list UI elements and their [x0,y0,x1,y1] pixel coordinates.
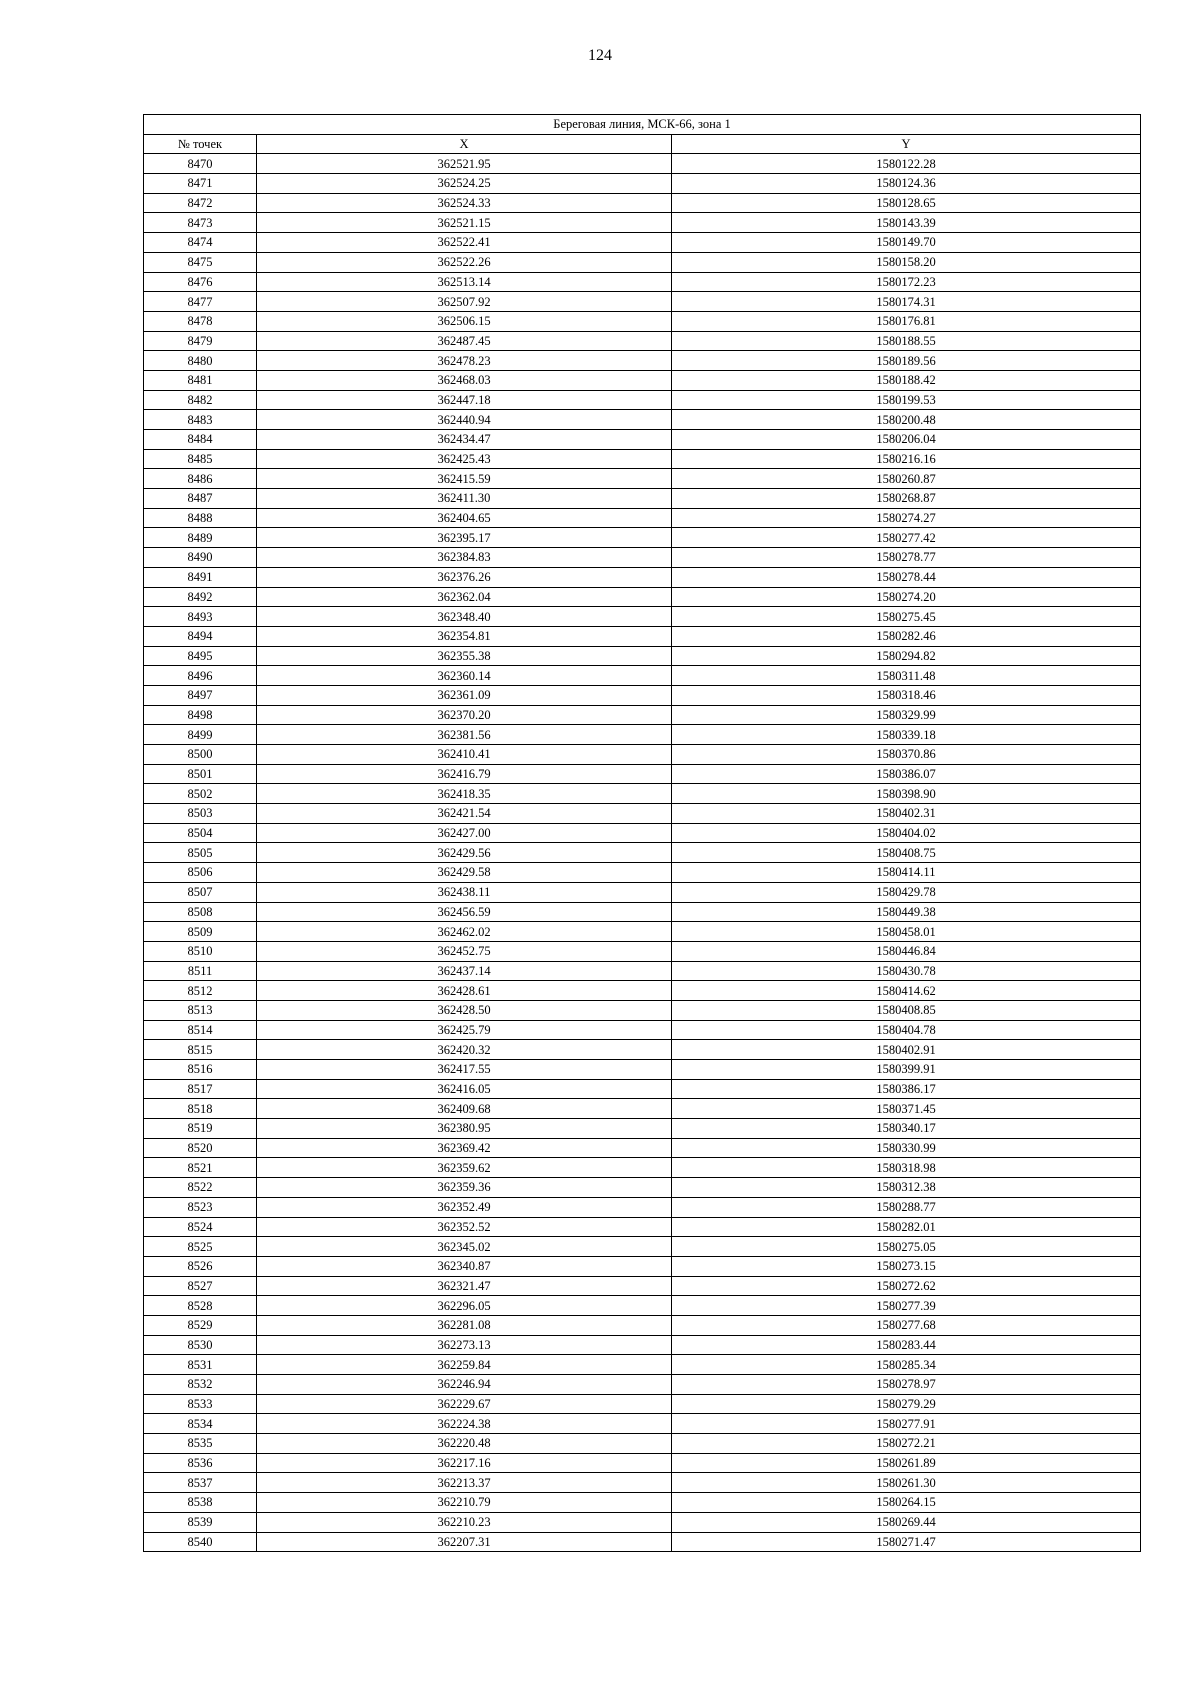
y-cell: 1580122.28 [672,154,1141,174]
point-number-cell: 8474 [144,233,257,253]
x-cell: 362440.94 [257,410,672,430]
point-number-cell: 8537 [144,1473,257,1493]
table-row [144,1099,1141,1119]
x-cell: 362438.11 [257,882,672,902]
coordinates-table [143,114,1141,1552]
point-number-cell: 8504 [144,823,257,843]
table-row [144,1256,1141,1276]
y-cell: 1580277.91 [672,1414,1141,1434]
x-cell: 362340.87 [257,1256,672,1276]
point-number-cell: 8517 [144,1079,257,1099]
y-cell: 1580408.85 [672,1000,1141,1020]
y-cell: 1580189.56 [672,351,1141,371]
x-cell: 362404.65 [257,508,672,528]
point-number-cell: 8479 [144,331,257,351]
x-cell: 362410.41 [257,745,672,765]
point-number-cell: 8531 [144,1355,257,1375]
table-row [144,449,1141,469]
x-cell: 362487.45 [257,331,672,351]
x-cell: 362447.18 [257,390,672,410]
x-cell: 362296.05 [257,1296,672,1316]
x-cell: 362452.75 [257,941,672,961]
y-cell: 1580272.62 [672,1276,1141,1296]
table-row [144,213,1141,233]
x-cell: 362359.62 [257,1158,672,1178]
y-cell: 1580174.31 [672,292,1141,312]
point-number-cell: 8510 [144,941,257,961]
point-number-cell: 8490 [144,548,257,568]
point-number-cell: 8535 [144,1434,257,1454]
x-cell: 362348.40 [257,607,672,627]
x-cell: 362417.55 [257,1060,672,1080]
x-cell: 362354.81 [257,626,672,646]
x-cell: 362369.42 [257,1138,672,1158]
y-cell: 1580216.16 [672,449,1141,469]
x-cell: 362524.33 [257,193,672,213]
y-cell: 1580275.05 [672,1237,1141,1257]
point-number-cell: 8528 [144,1296,257,1316]
point-number-cell: 8540 [144,1532,257,1552]
header-y: Y [672,134,1141,154]
x-cell: 362437.14 [257,961,672,981]
y-cell: 1580288.77 [672,1197,1141,1217]
point-number-cell: 8524 [144,1217,257,1237]
x-cell: 362355.38 [257,646,672,666]
point-number-cell: 8473 [144,213,257,233]
table-row [144,981,1141,1001]
table-row [144,1217,1141,1237]
table-row [144,1276,1141,1296]
x-cell: 362513.14 [257,272,672,292]
header-x: X [257,134,672,154]
x-cell: 362395.17 [257,528,672,548]
y-cell: 1580172.23 [672,272,1141,292]
point-number-cell: 8481 [144,370,257,390]
x-cell: 362425.79 [257,1020,672,1040]
table-row [144,469,1141,489]
y-cell: 1580277.39 [672,1296,1141,1316]
table-row [144,548,1141,568]
y-cell: 1580340.17 [672,1119,1141,1139]
table-row [144,1453,1141,1473]
point-number-cell: 8488 [144,508,257,528]
table-row [144,1394,1141,1414]
point-number-cell: 8520 [144,1138,257,1158]
x-cell: 362462.02 [257,922,672,942]
x-cell: 362420.32 [257,1040,672,1060]
table-row [144,1414,1141,1434]
x-cell: 362506.15 [257,311,672,331]
point-number-cell: 8472 [144,193,257,213]
y-cell: 1580261.89 [672,1453,1141,1473]
x-cell: 362207.31 [257,1532,672,1552]
point-number-cell: 8491 [144,567,257,587]
y-cell: 1580199.53 [672,390,1141,410]
table-header-row [144,134,1141,154]
y-cell: 1580274.20 [672,587,1141,607]
table-row [144,193,1141,213]
point-number-cell: 8539 [144,1512,257,1532]
point-number-cell: 8470 [144,154,257,174]
x-cell: 362416.79 [257,764,672,784]
y-cell: 1580278.77 [672,548,1141,568]
table-row [144,1178,1141,1198]
x-cell: 362224.38 [257,1414,672,1434]
y-cell: 1580275.45 [672,607,1141,627]
table-row [144,863,1141,883]
y-cell: 1580271.47 [672,1532,1141,1552]
point-number-cell: 8485 [144,449,257,469]
point-number-cell: 8483 [144,410,257,430]
table-row [144,430,1141,450]
y-cell: 1580386.07 [672,764,1141,784]
y-cell: 1580128.65 [672,193,1141,213]
point-number-cell: 8523 [144,1197,257,1217]
x-cell: 362411.30 [257,489,672,509]
table-row [144,764,1141,784]
point-number-cell: 8500 [144,745,257,765]
table-row [144,154,1141,174]
point-number-cell: 8471 [144,174,257,194]
point-number-cell: 8476 [144,272,257,292]
y-cell: 1580329.99 [672,705,1141,725]
point-number-cell: 8499 [144,725,257,745]
y-cell: 1580318.98 [672,1158,1141,1178]
x-cell: 362217.16 [257,1453,672,1473]
x-cell: 362456.59 [257,902,672,922]
table-row [144,666,1141,686]
point-number-cell: 8495 [144,646,257,666]
point-number-cell: 8525 [144,1237,257,1257]
page-number: 124 [588,47,612,64]
x-cell: 362359.36 [257,1178,672,1198]
x-cell: 362360.14 [257,666,672,686]
point-number-cell: 8522 [144,1178,257,1198]
table-row [144,1158,1141,1178]
y-cell: 1580402.91 [672,1040,1141,1060]
x-cell: 362418.35 [257,784,672,804]
point-number-cell: 8521 [144,1158,257,1178]
table-row [144,646,1141,666]
y-cell: 1580312.38 [672,1178,1141,1198]
y-cell: 1580274.27 [672,508,1141,528]
table-row [144,370,1141,390]
y-cell: 1580261.30 [672,1473,1141,1493]
table-row [144,311,1141,331]
x-cell: 362428.61 [257,981,672,1001]
y-cell: 1580279.29 [672,1394,1141,1414]
x-cell: 362521.95 [257,154,672,174]
header-point-number: № точек [144,134,257,154]
x-cell: 362380.95 [257,1119,672,1139]
table-row [144,1512,1141,1532]
point-number-cell: 8478 [144,311,257,331]
table-row [144,587,1141,607]
y-cell: 1580370.86 [672,745,1141,765]
y-cell: 1580200.48 [672,410,1141,430]
y-cell: 1580268.87 [672,489,1141,509]
x-cell: 362429.58 [257,863,672,883]
x-cell: 362522.26 [257,252,672,272]
y-cell: 1580176.81 [672,311,1141,331]
point-number-cell: 8527 [144,1276,257,1296]
y-cell: 1580277.68 [672,1315,1141,1335]
point-number-cell: 8526 [144,1256,257,1276]
table-row [144,1197,1141,1217]
point-number-cell: 8508 [144,902,257,922]
point-number-cell: 8513 [144,1000,257,1020]
point-number-cell: 8498 [144,705,257,725]
y-cell: 1580206.04 [672,430,1141,450]
table-row [144,941,1141,961]
point-number-cell: 8502 [144,784,257,804]
table-caption: Береговая линия, МСК-66, зона 1 [144,115,1141,135]
y-cell: 1580278.44 [672,567,1141,587]
x-cell: 362409.68 [257,1099,672,1119]
x-cell: 362220.48 [257,1434,672,1454]
y-cell: 1580414.62 [672,981,1141,1001]
x-cell: 362352.49 [257,1197,672,1217]
point-number-cell: 8505 [144,843,257,863]
y-cell: 1580273.15 [672,1256,1141,1276]
table-row [144,685,1141,705]
x-cell: 362416.05 [257,1079,672,1099]
x-cell: 362210.23 [257,1512,672,1532]
table-row [144,252,1141,272]
point-number-cell: 8496 [144,666,257,686]
table-row [144,961,1141,981]
point-number-cell: 8501 [144,764,257,784]
point-number-cell: 8519 [144,1119,257,1139]
y-cell: 1580449.38 [672,902,1141,922]
table-row [144,922,1141,942]
x-cell: 362524.25 [257,174,672,194]
x-cell: 362421.54 [257,804,672,824]
y-cell: 1580269.44 [672,1512,1141,1532]
point-number-cell: 8506 [144,863,257,883]
table-row [144,390,1141,410]
y-cell: 1580188.55 [672,331,1141,351]
y-cell: 1580158.20 [672,252,1141,272]
y-cell: 1580264.15 [672,1493,1141,1513]
x-cell: 362229.67 [257,1394,672,1414]
x-cell: 362384.83 [257,548,672,568]
y-cell: 1580458.01 [672,922,1141,942]
y-cell: 1580430.78 [672,961,1141,981]
point-number-cell: 8477 [144,292,257,312]
x-cell: 362210.79 [257,1493,672,1513]
point-number-cell: 8512 [144,981,257,1001]
y-cell: 1580404.78 [672,1020,1141,1040]
point-number-cell: 8509 [144,922,257,942]
y-cell: 1580282.01 [672,1217,1141,1237]
point-number-cell: 8515 [144,1040,257,1060]
point-number-cell: 8494 [144,626,257,646]
y-cell: 1580272.21 [672,1434,1141,1454]
point-number-cell: 8489 [144,528,257,548]
x-cell: 362522.41 [257,233,672,253]
y-cell: 1580408.75 [672,843,1141,863]
point-number-cell: 8530 [144,1335,257,1355]
x-cell: 362428.50 [257,1000,672,1020]
y-cell: 1580386.17 [672,1079,1141,1099]
point-number-cell: 8516 [144,1060,257,1080]
y-cell: 1580311.48 [672,666,1141,686]
y-cell: 1580429.78 [672,882,1141,902]
table-row [144,1040,1141,1060]
x-cell: 362468.03 [257,370,672,390]
y-cell: 1580260.87 [672,469,1141,489]
table-row [144,508,1141,528]
table-row [144,902,1141,922]
table-row [144,174,1141,194]
table-row [144,1473,1141,1493]
table-row [144,272,1141,292]
y-cell: 1580398.90 [672,784,1141,804]
table-row [144,823,1141,843]
x-cell: 362352.52 [257,1217,672,1237]
y-cell: 1580399.91 [672,1060,1141,1080]
table-row [144,489,1141,509]
table-row [144,1315,1141,1335]
table-body [144,154,1141,1552]
y-cell: 1580285.34 [672,1355,1141,1375]
x-cell: 362361.09 [257,685,672,705]
table-row [144,745,1141,765]
point-number-cell: 8507 [144,882,257,902]
x-cell: 362381.56 [257,725,672,745]
point-number-cell: 8532 [144,1375,257,1395]
table-row [144,1119,1141,1139]
table-row [144,882,1141,902]
table-row [144,1532,1141,1552]
x-cell: 362425.43 [257,449,672,469]
y-cell: 1580318.46 [672,685,1141,705]
x-cell: 362478.23 [257,351,672,371]
y-cell: 1580330.99 [672,1138,1141,1158]
x-cell: 362376.26 [257,567,672,587]
y-cell: 1580282.46 [672,626,1141,646]
x-cell: 362434.47 [257,430,672,450]
point-number-cell: 8518 [144,1099,257,1119]
table-row [144,1060,1141,1080]
y-cell: 1580339.18 [672,725,1141,745]
table-caption-row [144,115,1141,135]
table-row [144,1296,1141,1316]
x-cell: 362273.13 [257,1335,672,1355]
table-row [144,725,1141,745]
table-row [144,705,1141,725]
x-cell: 362507.92 [257,292,672,312]
point-number-cell: 8529 [144,1315,257,1335]
x-cell: 362213.37 [257,1473,672,1493]
x-cell: 362415.59 [257,469,672,489]
point-number-cell: 8480 [144,351,257,371]
y-cell: 1580371.45 [672,1099,1141,1119]
x-cell: 362321.47 [257,1276,672,1296]
point-number-cell: 8538 [144,1493,257,1513]
point-number-cell: 8486 [144,469,257,489]
table-row [144,843,1141,863]
table-row [144,331,1141,351]
x-cell: 362246.94 [257,1375,672,1395]
table-row [144,784,1141,804]
table-row [144,1355,1141,1375]
table-row [144,1434,1141,1454]
x-cell: 362429.56 [257,843,672,863]
y-cell: 1580283.44 [672,1335,1141,1355]
table-row [144,1375,1141,1395]
table-row [144,1000,1141,1020]
point-number-cell: 8536 [144,1453,257,1473]
point-number-cell: 8493 [144,607,257,627]
y-cell: 1580188.42 [672,370,1141,390]
table-row [144,1138,1141,1158]
y-cell: 1580404.02 [672,823,1141,843]
point-number-cell: 8533 [144,1394,257,1414]
table-row [144,1493,1141,1513]
y-cell: 1580124.36 [672,174,1141,194]
point-number-cell: 8514 [144,1020,257,1040]
y-cell: 1580446.84 [672,941,1141,961]
table-row [144,607,1141,627]
x-cell: 362259.84 [257,1355,672,1375]
table-row [144,1020,1141,1040]
y-cell: 1580414.11 [672,863,1141,883]
x-cell: 362362.04 [257,587,672,607]
x-cell: 362427.00 [257,823,672,843]
y-cell: 1580402.31 [672,804,1141,824]
table-row [144,1335,1141,1355]
table-row [144,1237,1141,1257]
point-number-cell: 8482 [144,390,257,410]
y-cell: 1580149.70 [672,233,1141,253]
table-row [144,528,1141,548]
table-row [144,626,1141,646]
table-row [144,567,1141,587]
y-cell: 1580143.39 [672,213,1141,233]
y-cell: 1580294.82 [672,646,1141,666]
table-row [144,410,1141,430]
point-number-cell: 8487 [144,489,257,509]
table-row [144,804,1141,824]
table-row [144,292,1141,312]
point-number-cell: 8484 [144,430,257,450]
point-number-cell: 8511 [144,961,257,981]
table-row [144,233,1141,253]
point-number-cell: 8492 [144,587,257,607]
point-number-cell: 8534 [144,1414,257,1434]
table-row [144,1079,1141,1099]
x-cell: 362370.20 [257,705,672,725]
x-cell: 362281.08 [257,1315,672,1335]
table-row [144,351,1141,371]
y-cell: 1580278.97 [672,1375,1141,1395]
x-cell: 362521.15 [257,213,672,233]
point-number-cell: 8497 [144,685,257,705]
point-number-cell: 8475 [144,252,257,272]
y-cell: 1580277.42 [672,528,1141,548]
x-cell: 362345.02 [257,1237,672,1257]
point-number-cell: 8503 [144,804,257,824]
